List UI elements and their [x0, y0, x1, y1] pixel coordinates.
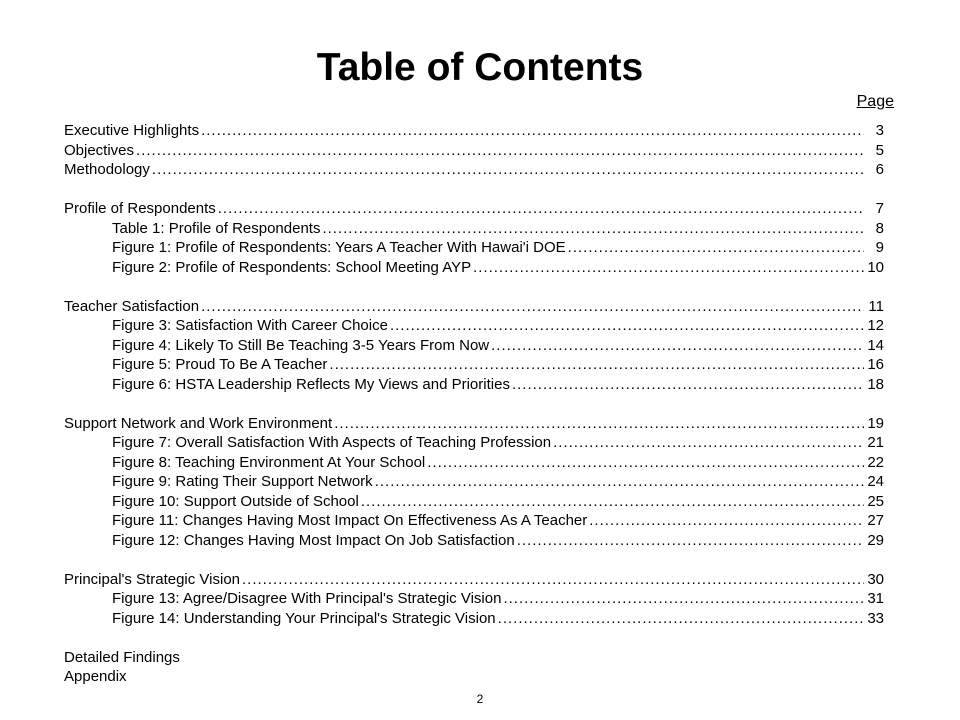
toc-entry-figure-11[interactable] — [64, 511, 884, 531]
page-title: Table of Contents — [316, 46, 644, 89]
toc-entry-figure-1[interactable] — [64, 238, 884, 258]
toc-entry-figure-12[interactable] — [64, 531, 884, 551]
toc-entry-figure-4[interactable] — [64, 336, 884, 356]
dot-leader — [152, 160, 864, 180]
toc-entry-label: Figure 3: Satisfaction With Career Choice — [112, 317, 388, 334]
toc-entry-label: Principal's Strategic Vision — [64, 570, 241, 588]
toc-entry-page: 16 — [867, 356, 884, 373]
toc-entry-page: 31 — [867, 590, 884, 607]
toc-entry-profile-of-respondents[interactable] — [64, 199, 884, 219]
toc-entry-figure-7[interactable] — [64, 433, 884, 453]
toc-entry-page: 5 — [875, 141, 884, 159]
toc-entry-page: 8 — [875, 219, 884, 237]
toc-entry-figure-9[interactable] — [64, 472, 884, 492]
toc-entry-figure-5[interactable] — [64, 355, 884, 375]
dot-leader — [242, 570, 864, 590]
toc-entry-label: Figure 10: Support Outside of School — [112, 492, 359, 510]
toc-entry-page: 14 — [867, 336, 884, 354]
toc-entry-page: 24 — [867, 473, 884, 490]
toc-entry-label: Figure 1: Profile of Respondents: Years A Teacher With Hawai'i DOE — [112, 239, 566, 256]
toc-entry-label: Figure 12: Changes Having Most Impact On Job Satisfaction — [112, 531, 515, 549]
toc-entry-figure-2[interactable] — [64, 258, 884, 278]
toc-entry-label: Figure 4: Likely To Still Be Teaching 3-5 Years From Now — [112, 336, 490, 354]
toc-entry-page: 7 — [875, 200, 884, 217]
toc-entry-label: Figure 13: Agree/Disagree With Principal's Strategic Vision — [112, 590, 502, 607]
dot-leader — [491, 336, 864, 356]
dot-leader — [517, 531, 864, 551]
toc-entry-page: 18 — [867, 375, 884, 393]
toc-entry-page: 29 — [867, 531, 884, 549]
dot-leader — [512, 375, 864, 395]
dot-leader — [375, 472, 864, 492]
dot-leader — [201, 121, 864, 141]
page-column-header: Page — [856, 93, 894, 110]
toc-list — [64, 121, 884, 687]
toc-entry-label: Methodology — [64, 161, 150, 178]
toc-entry-figure-6[interactable] — [64, 375, 884, 395]
dot-leader — [473, 258, 864, 278]
dot-leader — [553, 433, 864, 453]
toc-entry-page: 12 — [867, 317, 884, 334]
toc-entry-label: Executive Highlights — [64, 122, 200, 139]
toc-entry-page: 10 — [867, 258, 884, 276]
toc-entry-label: Figure 14: Understanding Your Principal's Strategic Vision — [112, 609, 496, 627]
dot-leader — [329, 355, 864, 375]
toc-entry-label: Figure 11: Changes Having Most Impact On Effectiveness As A Teacher — [112, 512, 588, 529]
toc-entry-label: Figure 6: HSTA Leadership Reflects My Views and Priorities — [112, 375, 510, 393]
toc-entry-page: 21 — [867, 434, 884, 451]
toc-entry-label: Profile of Respondents — [64, 200, 216, 217]
toc-entry-page: 27 — [867, 512, 884, 529]
dot-leader — [136, 141, 864, 161]
toc-entry-page: 11 — [868, 297, 884, 315]
toc-entry-label: Detailed Findings — [64, 648, 180, 666]
toc-entry-label: Figure 9: Rating Their Support Network — [112, 473, 373, 490]
toc-entry-figure-13[interactable] — [64, 589, 884, 609]
toc-entry-page: 9 — [875, 239, 884, 256]
toc-entry-support-network[interactable] — [64, 414, 884, 434]
toc-entry-figure-3[interactable] — [64, 316, 884, 336]
toc-entry-page: 22 — [867, 453, 884, 471]
toc-entry-label: Figure 8: Teaching Environment At Your School — [112, 453, 426, 471]
toc-entry-page: 25 — [867, 492, 884, 510]
dot-leader — [498, 609, 864, 629]
toc-entry-label: Figure 5: Proud To Be A Teacher — [112, 356, 328, 373]
toc-entry-executive-highlights[interactable] — [64, 121, 884, 141]
toc-entry-page: 19 — [867, 414, 884, 432]
page-number: 2 — [476, 692, 484, 706]
toc-entry-label: Figure 2: Profile of Respondents: School Meeting AYP — [112, 258, 472, 276]
toc-entry-table-1[interactable] — [64, 219, 884, 239]
dot-leader — [503, 589, 864, 609]
dot-leader — [390, 316, 864, 336]
dot-leader — [568, 238, 864, 258]
dot-leader — [361, 492, 864, 512]
toc-entry-label: Table 1: Profile of Respondents — [112, 219, 321, 237]
toc-entry-page: 3 — [875, 122, 884, 139]
toc-entry-label: Appendix — [64, 668, 127, 685]
toc-entry-methodology[interactable] — [64, 160, 884, 180]
toc-entry-figure-14[interactable] — [64, 609, 884, 629]
dot-leader — [218, 199, 864, 219]
toc-entry-teacher-satisfaction[interactable] — [64, 297, 884, 317]
toc-entry-label: Teacher Satisfaction — [64, 297, 200, 315]
toc-entry-appendix[interactable] — [64, 667, 884, 687]
toc-entry-page: 33 — [867, 609, 884, 627]
toc-entry-label: Objectives — [64, 141, 135, 159]
toc-entry-label: Figure 7: Overall Satisfaction With Aspects of Teaching Profession — [112, 434, 552, 451]
toc-entry-objectives[interactable] — [64, 141, 884, 161]
dot-leader — [589, 511, 864, 531]
toc-entry-figure-10[interactable] — [64, 492, 884, 512]
dot-leader — [427, 453, 864, 473]
toc-entry-page: 30 — [867, 570, 884, 588]
toc-entry-figure-8[interactable] — [64, 453, 884, 473]
dot-leader — [322, 219, 864, 239]
dot-leader — [334, 414, 864, 434]
toc-entry-detailed-findings[interactable] — [64, 648, 884, 668]
toc-entry-page: 6 — [875, 161, 884, 178]
toc-entry-label: Support Network and Work Environment — [64, 414, 333, 432]
dot-leader — [201, 297, 864, 317]
toc-entry-principals-strategic-vision[interactable] — [64, 570, 884, 590]
